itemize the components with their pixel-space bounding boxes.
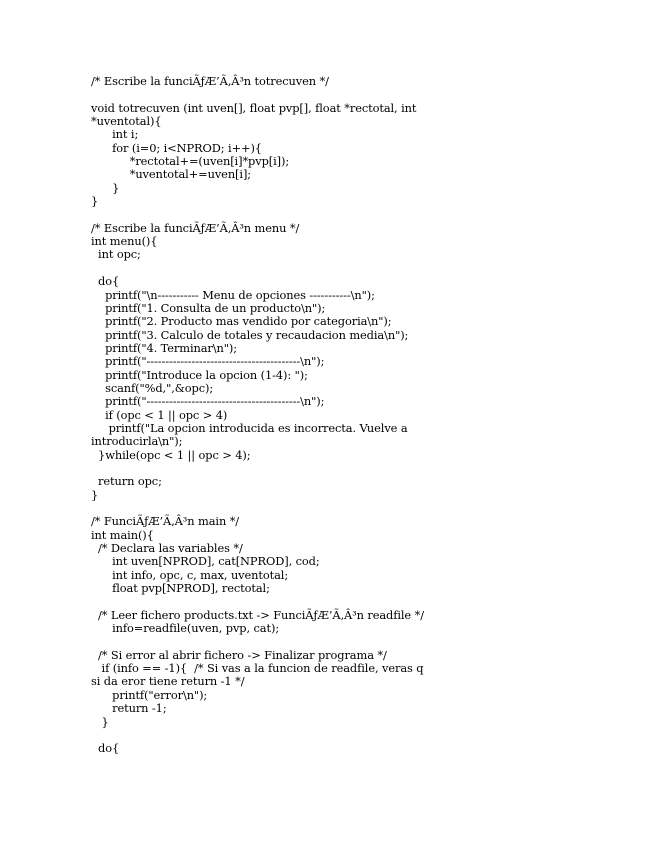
code-line: /* Escribe la funciÃƒÆ’Ã‚Â³n totrecuven */: [91, 74, 329, 88]
code-line: printf("4. Terminar\n");: [91, 340, 237, 355]
code-line: int main(){: [91, 527, 154, 542]
code-line: *rectotal+=(uven[i]*pvp[i]);: [91, 154, 290, 169]
code-line: *uventotal){: [91, 114, 162, 129]
code-line: return opc;: [91, 474, 162, 489]
code-line: [91, 88, 651, 101]
code-line: int i;: [91, 127, 139, 142]
code-line: /* Declara las variables */: [91, 541, 243, 556]
code-listing: [91, 75, 651, 756]
code-line: printf("\n----------- Menu de opciones -----------\n");: [91, 287, 375, 302]
code-line: int menu(){: [91, 234, 158, 249]
code-line: if (opc < 1 || opc > 4): [91, 407, 228, 422]
code-line: }: [91, 180, 120, 195]
code-line: [91, 208, 651, 221]
code-line: /* Escribe la funciÃƒÆ’Ã‚Â³n menu */: [91, 220, 300, 235]
code-line: }: [91, 194, 99, 209]
code-line: if (info == -1){ /* Si vas a la funcion de readfile, veras q: [91, 661, 424, 676]
code-line: int opc;: [91, 247, 141, 262]
code-line: printf("-----------------------------------------\n");: [91, 394, 325, 409]
code-line: int info, opc, c, max, uventotal;: [91, 567, 289, 582]
code-line: printf("2. Producto mas vendido por categoria\n");: [91, 314, 392, 329]
code-line: [91, 462, 651, 475]
code-line: int uven[NPROD], cat[NPROD], cod;: [91, 554, 320, 569]
code-line: [91, 595, 651, 608]
code-line: printf("3. Calculo de totales y recaudacion media\n");: [91, 327, 409, 342]
code-line: /* Si error al abrir fichero -> Finalizar programa */: [91, 647, 387, 662]
code-line: si da eror tiene return -1 */: [91, 674, 245, 689]
code-line: printf("-----------------------------------------\n");: [91, 354, 325, 369]
code-line: scanf("%d,",&opc);: [91, 380, 214, 395]
code-line: return -1;: [91, 701, 167, 716]
code-line: printf("La opcion introducida es incorrecta. Vuelve a: [91, 420, 408, 435]
code-line: for (i=0; i<NPROD; i++){: [91, 140, 262, 155]
code-line: /* Leer fichero products.txt -> FunciÃƒÆ’Ã‚Â³n readfile */: [91, 607, 424, 622]
code-line: printf("Introduce la opcion (1-4): ");: [91, 367, 308, 382]
code-line: printf("1. Consulta de un producto\n");: [91, 300, 326, 315]
code-line: [91, 502, 651, 515]
code-line: [91, 635, 651, 648]
code-line: do{: [91, 274, 120, 289]
code-line: /* FunciÃƒÆ’Ã‚Â³n main */: [91, 514, 240, 529]
code-line: info=readfile(uven, pvp, cat);: [91, 621, 280, 636]
code-line: *uventotal+=uven[i];: [91, 167, 252, 182]
code-line: introducirla\n");: [91, 434, 183, 449]
code-line: }: [91, 714, 109, 729]
code-line: void totrecuven (int uven[], float pvp[], float *rectotal, int: [91, 100, 417, 115]
code-line: float pvp[NPROD], rectotal;: [91, 581, 270, 596]
code-line: }: [91, 487, 99, 502]
code-line: [91, 262, 651, 275]
code-line: printf("error\n");: [91, 687, 208, 702]
code-line: }while(opc < 1 || opc > 4);: [91, 447, 251, 462]
code-line: [91, 729, 651, 742]
code-line: do{: [91, 741, 120, 756]
